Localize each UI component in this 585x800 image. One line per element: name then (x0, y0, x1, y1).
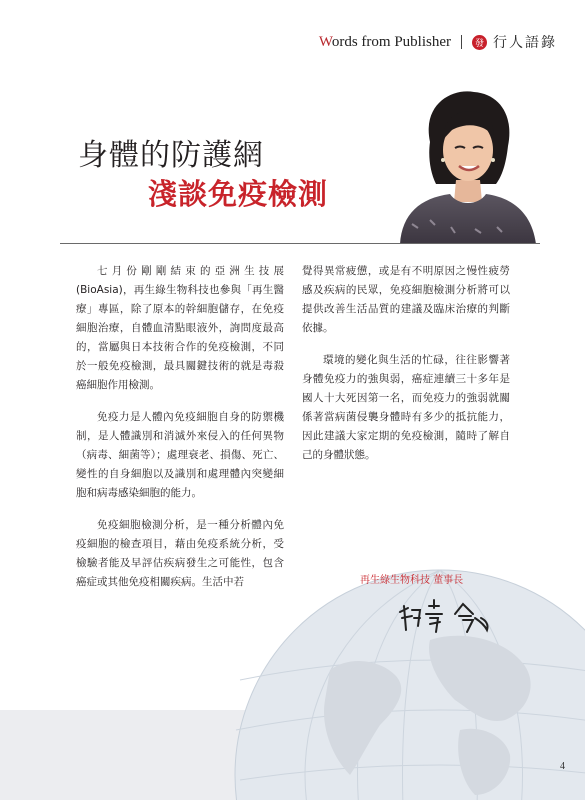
handwritten-signature (395, 592, 495, 642)
paragraph: 免疫力是人體內免疫細胞自身的防禦機制，是人體識別和消滅外來侵入的任何異物（病毒、細菌等）；處理衰老、損傷、死亡、變性的自身細胞以及識別和處理體內突變細胞和病毒感染細胞的能力。 (76, 411, 284, 499)
title-rule (60, 243, 540, 244)
running-header (319, 32, 557, 52)
title-line-1: 身體的防護網 (78, 138, 264, 173)
left-column (76, 262, 284, 605)
header-divider (461, 35, 462, 49)
header-title (319, 34, 451, 51)
paragraph: 七月份剛剛結束的亞洲生技展(BioAsia)，再生綠生物科技也參與「再生醫療」專區，除了原本的幹細胞儲存，在免疫細胞治療，自體血清點眼液外，詢問度最高的，當屬與日本技術合作的免疫檢測，不同於一般免疫檢測，最具關鍵技術的就是毒殺癌細胞作用檢測。 (76, 265, 284, 391)
publisher-badge-icon: 發 (472, 35, 487, 50)
title-line-2: 淺談免疫檢測 (148, 177, 329, 211)
publisher-portrait (392, 84, 540, 244)
paragraph: 環境的變化與生活的忙碌，往往影響著身體免疫力的強與弱，癌症連續三十多年是國人十大死因第一名，而免疫力的強弱就關係著當病菌侵襲身體時有多少的抵抗能力，因此建議大家定期的免疫檢測，隨時了解自己的身體狀態。 (302, 354, 510, 461)
page-number: 4 (560, 761, 565, 772)
signature-title: 再生綠生物科技 董事長 (360, 575, 464, 586)
header-initial: W (318, 33, 332, 50)
paragraph: 免疫細胞檢測分析，是一種分析體內免疫細胞的檢查項目，藉由免疫系統分析，受檢驗者能及早評估疾病發生之可能性，包含癌症或其他免疫相關疾病。生活中若 (76, 519, 284, 588)
paragraph: 覺得異常疲憊，或是有不明原因之慢性疲勞感及疾病的民眾，免疫細胞檢測分析將可以提供改善生活品質的建議及臨床治療的判斷依據。 (302, 265, 510, 334)
header-title-rest: ords from Publisher (331, 33, 451, 50)
globe-background-image (0, 560, 585, 800)
right-column (302, 262, 510, 478)
header-zh-title: 行人語錄 (493, 35, 557, 51)
